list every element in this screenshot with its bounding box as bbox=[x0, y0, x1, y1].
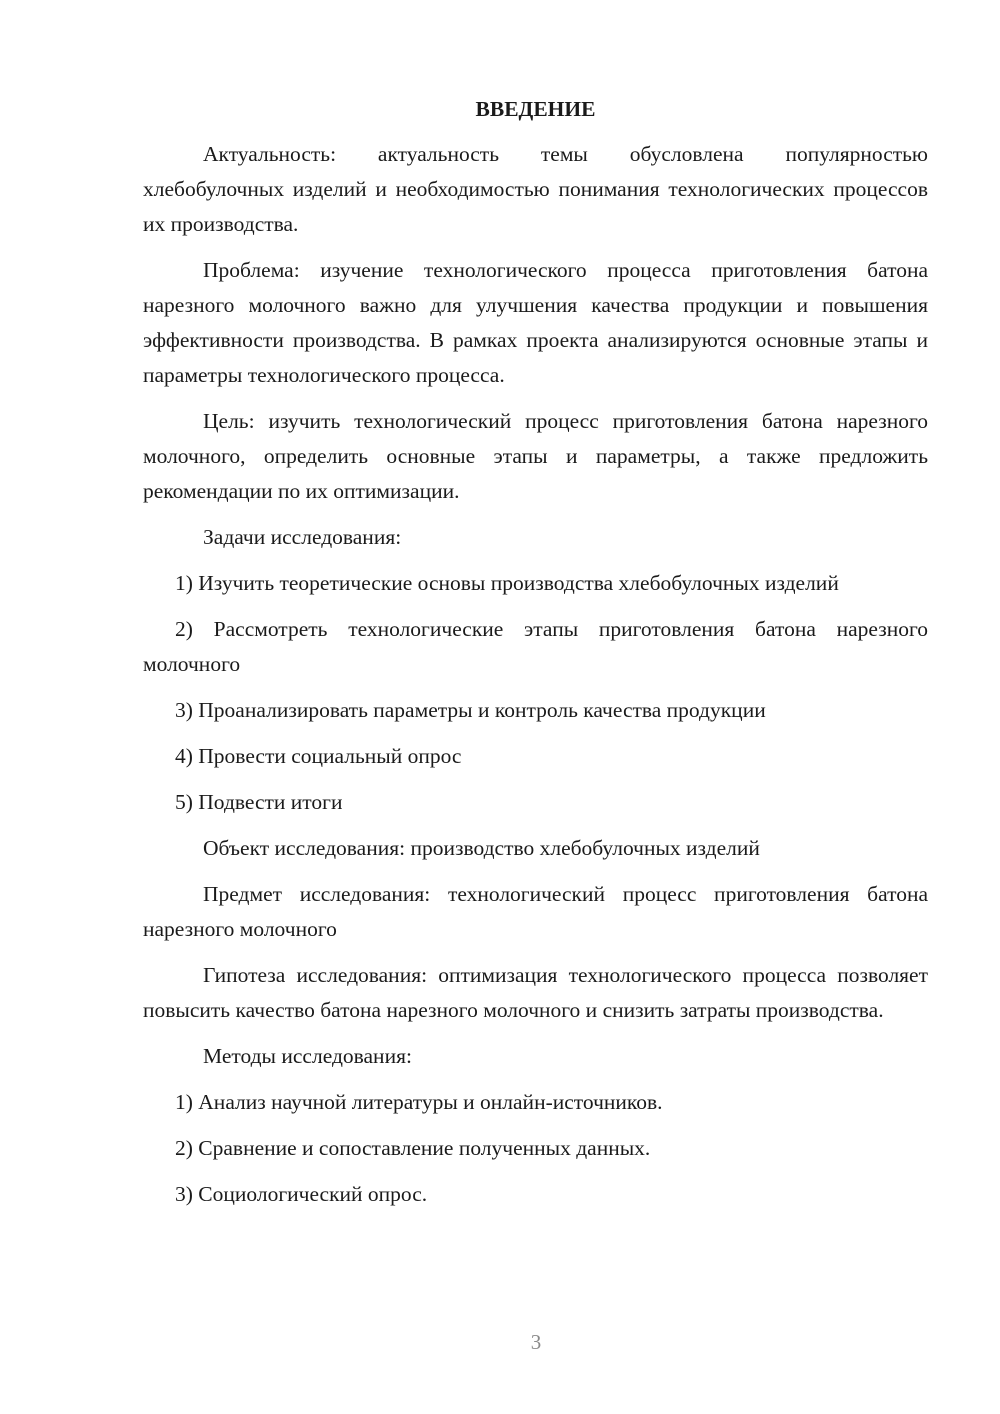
section-title: ВВЕДЕНИЕ bbox=[475, 97, 596, 121]
page-number: 3 bbox=[530, 1330, 542, 1354]
tasks-heading: Задачи исследования: bbox=[203, 525, 402, 549]
methods-heading: Методы исследования: bbox=[203, 1044, 412, 1068]
task-item: 3) Проанализировать параметры и контроль качества продукции bbox=[175, 698, 766, 722]
task-item: 2) Рассмотреть технологические этапы приготовления батона нарезного молочного bbox=[143, 617, 928, 676]
task-item: 4) Провести социальный опрос bbox=[175, 744, 462, 768]
document-page bbox=[143, 92, 928, 1223]
task-item: 5) Подвести итоги bbox=[175, 790, 343, 814]
object-paragraph: Объект исследования: производство хлебобулочных изделий bbox=[203, 836, 760, 860]
method-item: 2) Сравнение и сопоставление полученных данных. bbox=[175, 1136, 651, 1160]
problem-paragraph: Проблема: изучение технологического процесса приготовления батона нарезного молочного важно для улучшения качества продукции и повышения эффективности производства. В рамках проекта анализируются основные этапы и параметры технологического процесса. bbox=[143, 258, 928, 387]
method-item: 1) Анализ научной литературы и онлайн-источников. bbox=[175, 1090, 663, 1114]
goal-paragraph: Цель: изучить технологический процесс приготовления батона нарезного молочного, определить основные этапы и параметры, а также предложить рекомендации по их оптимизации. bbox=[143, 409, 928, 503]
subject-paragraph: Предмет исследования: технологический процесс приготовления батона нарезного молочного bbox=[143, 882, 928, 941]
task-item: 1) Изучить теоретические основы производства хлебобулочных изделий bbox=[175, 571, 839, 595]
method-item: 3) Социологический опрос. bbox=[175, 1182, 428, 1206]
hypothesis-paragraph: Гипотеза исследования: оптимизация технологического процесса позволяет повысить качество батона нарезного молочного и снизить затраты производства. bbox=[143, 963, 928, 1022]
relevance-paragraph: Актуальность: актуальность темы обусловлена популярностью хлебобулочных изделий и необходимостью понимания технологических процессов их производства. bbox=[143, 142, 928, 236]
